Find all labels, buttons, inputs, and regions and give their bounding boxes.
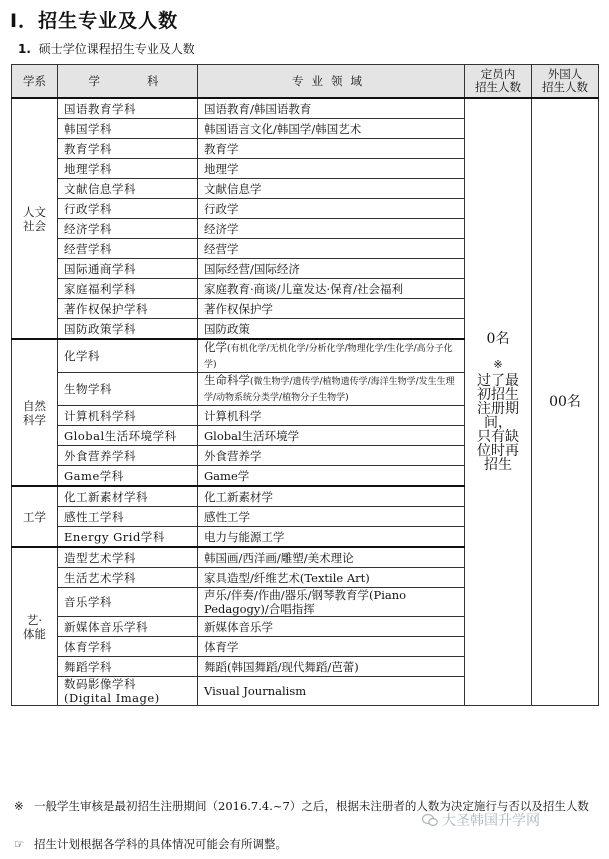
note-1-mark: ※: [14, 799, 24, 813]
field-cell: 国语教育/韩国语教育: [198, 98, 465, 119]
subject-cell: 家庭福利学科: [58, 279, 198, 299]
header-quota-line1: 定员内: [480, 67, 516, 81]
table-row: [12, 98, 599, 119]
department-name: 工学: [23, 509, 46, 524]
header-foreign-line1: 外国人: [547, 67, 583, 81]
field-cell: 外食营养学: [198, 446, 465, 466]
note-2-mark: ☞: [14, 837, 25, 851]
field-detail: (有机化学/无机化学/分析化学/物理化学/生化学/高分子化学): [204, 344, 453, 370]
table-body: [12, 98, 599, 706]
field-cell: 行政学: [198, 199, 465, 219]
table-header-row: [12, 65, 599, 99]
subject-cell: 生活艺术学科: [58, 568, 198, 588]
quota-note-line: 注册期: [477, 401, 519, 417]
field-cell: 感性工学: [198, 507, 465, 527]
subject-cell: 国际通商学科: [58, 259, 198, 279]
department-name: 科学: [23, 412, 46, 427]
header-foreign-line2: 招生人数: [542, 80, 588, 94]
subject-cell: 生物学科: [58, 373, 198, 406]
admissions-table: [11, 64, 599, 706]
quota-note-line: 初招生: [477, 387, 519, 403]
quota-note-line: 间，: [484, 415, 512, 431]
subject-cell: 体育学科: [58, 637, 198, 657]
field-cell: Visual Journalism: [198, 677, 465, 706]
note-2: [14, 835, 600, 853]
subject-cell: 化工新素材学科: [58, 486, 198, 507]
subject-cell: 音乐学科: [58, 588, 198, 617]
field-cell: 韩国画/西洋画/雕塑/美术理论: [198, 547, 465, 568]
subject-cell: 外食营养学科: [58, 446, 198, 466]
department-name: 人文: [23, 204, 46, 219]
field-main: 生命科学: [204, 373, 250, 387]
quota-note-line: 位时再: [477, 443, 519, 459]
subsection-number: 1.: [18, 42, 31, 56]
subject-cell: 地理学科: [58, 159, 198, 179]
field-cell: [198, 339, 465, 373]
header-foreign: [532, 65, 599, 99]
subject-cell: 计算机科学科: [58, 406, 198, 426]
subject-cell: 感性工学科: [58, 507, 198, 527]
department-name: 体能: [23, 626, 46, 641]
field-cell: 新媒体音乐学: [198, 617, 465, 637]
department-name: 自然: [23, 398, 46, 413]
field-cell: 文献信息学: [198, 179, 465, 199]
field-cell: 电力与能源工学: [198, 527, 465, 548]
department-cell: [12, 339, 58, 486]
subject-cell: 著作权保护学科: [58, 299, 198, 319]
field-cell: 经济学: [198, 219, 465, 239]
header-quota: [465, 65, 532, 99]
watermark-text: 大圣韩国升学网: [442, 813, 540, 829]
subject-cell: 韩国学科: [58, 119, 198, 139]
quota-note-line: 过了最: [477, 373, 519, 389]
field-cell: Global生活环境学: [198, 426, 465, 446]
field-cell: 化工新素材学: [198, 486, 465, 507]
field-cell: 舞蹈(韩国舞蹈/现代舞蹈/芭蕾): [198, 657, 465, 677]
field-cell: 韩国语言文化/韩国学/韩国艺术: [198, 119, 465, 139]
subject-cell: 舞蹈学科: [58, 657, 198, 677]
subject-cell: 行政学科: [58, 199, 198, 219]
department-name: 社会: [23, 218, 46, 233]
quota-cell: [465, 98, 532, 706]
subject-cell: 国语教育学科: [58, 98, 198, 119]
field-cell: 体育学: [198, 637, 465, 657]
subject-cell: Energy Grid学科: [58, 527, 198, 548]
subject-cell: 造型艺术学科: [58, 547, 198, 568]
department-cell: [12, 486, 58, 547]
subject-cell: 经济学科: [58, 219, 198, 239]
field-cell: 地理学: [198, 159, 465, 179]
department-name: 艺·: [26, 612, 43, 627]
header-quota-line2: 招生人数: [475, 80, 521, 94]
field-cell: 计算机科学: [198, 406, 465, 426]
field-cell: 教育学: [198, 139, 465, 159]
watermark: [422, 810, 540, 830]
note-2-text: 招生计划根据各学科的具体情况可能会有所调整。: [34, 837, 287, 851]
header-department: 学系: [12, 65, 58, 99]
department-cell: [12, 98, 58, 339]
subject-cell: Global生活环境学科: [58, 426, 198, 446]
subject-cell: 文献信息学科: [58, 179, 198, 199]
subject-cell: 新媒体音乐学科: [58, 617, 198, 637]
subsection-text: 硕士学位课程招生专业及人数: [38, 42, 195, 56]
field-cell: 家庭教育·商谈/儿童发达·保育/社会福利: [198, 279, 465, 299]
header-subject: 学 科: [58, 65, 198, 99]
section-title: I．招生专业及人数: [10, 10, 179, 32]
subject-cell: 经营学科: [58, 239, 198, 259]
field-main: 化学: [204, 340, 227, 354]
field-detail: (微生物学/遗传学/植物遗传学/海洋生物学/发生生理学/动物系统分类学/植物分子生物学): [204, 377, 455, 403]
field-cell: 国防政策: [198, 319, 465, 340]
quota-note-line: 只有缺: [477, 429, 519, 445]
field-cell: 声乐/伴奏/作曲/器乐/钢琴教育学(Piano Pedagogy)/合唱指挥: [198, 588, 465, 617]
field-cell: Game学: [198, 466, 465, 487]
field-cell: 家具造型/纤维艺术(Textile Art): [198, 568, 465, 588]
note-1-text: 一般学生审核是最初招生注册期间（2016.7.4.~7）之后，根据未注册者的人数为决定施行与否以及招生人数: [34, 799, 589, 813]
field-cell: 著作权保护学: [198, 299, 465, 319]
department-cell: [12, 547, 58, 706]
quota-mark: ※: [493, 358, 503, 371]
subject-cell: 教育学科: [58, 139, 198, 159]
subsection-title: [18, 40, 195, 57]
subject-cell: 数码影像学科 (Digital Image): [58, 677, 198, 706]
subject-cell: 化学科: [58, 339, 198, 373]
quota-note-line: 招生: [484, 457, 512, 473]
field-cell: 经营学: [198, 239, 465, 259]
field-cell: [198, 373, 465, 406]
quota-value: 0名: [486, 331, 510, 347]
field-cell: 国际经营/国际经济: [198, 259, 465, 279]
subject-cell: 国防政策学科: [58, 319, 198, 340]
foreign-quota-cell: 00名: [532, 98, 599, 706]
subject-cell: Game学科: [58, 466, 198, 487]
chat-bubble-icon: [422, 813, 438, 827]
header-field: 专业领域: [198, 65, 465, 99]
